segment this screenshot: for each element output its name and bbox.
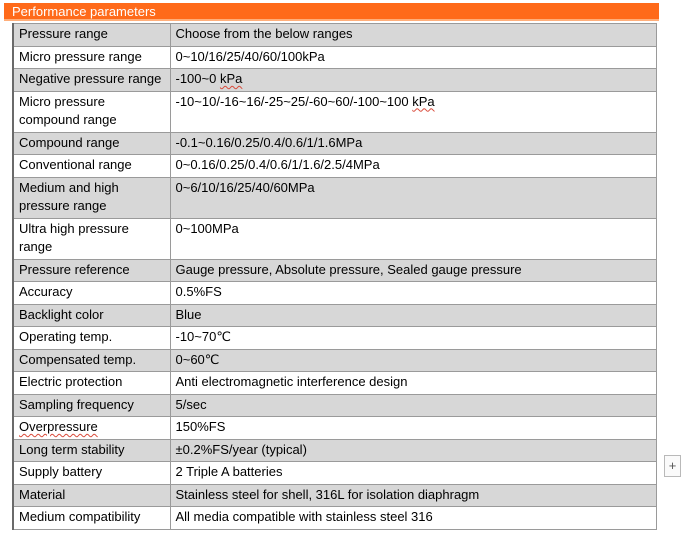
param-value: 2 Triple A batteries bbox=[170, 462, 656, 485]
spellcheck-flagged-word: kPa bbox=[219, 71, 243, 86]
add-row-button[interactable]: + bbox=[664, 455, 681, 477]
table-row bbox=[13, 484, 656, 507]
param-label: Backlight color bbox=[13, 304, 170, 327]
spellcheck-flagged-word: Overpressure bbox=[19, 419, 98, 434]
param-value: ±0.2%FS/year (typical) bbox=[170, 439, 656, 462]
table-row bbox=[13, 259, 656, 282]
param-label: Micro pressure compound range bbox=[13, 91, 170, 132]
param-value: 0~6/10/16/25/40/60MPa bbox=[170, 177, 656, 218]
table-row bbox=[13, 282, 656, 305]
param-value: Stainless steel for shell, 316L for isolation diaphragm bbox=[170, 484, 656, 507]
param-value: Gauge pressure, Absolute pressure, Sealed gauge pressure bbox=[170, 259, 656, 282]
section-title: Performance parameters bbox=[12, 4, 156, 19]
table-row bbox=[13, 24, 656, 47]
table-row bbox=[13, 218, 656, 259]
table-row bbox=[13, 69, 656, 92]
param-value bbox=[170, 91, 656, 132]
param-label: Pressure range bbox=[13, 24, 170, 47]
param-label: Accuracy bbox=[13, 282, 170, 305]
param-label: Material bbox=[13, 484, 170, 507]
param-value: Anti electromagnetic interference design bbox=[170, 372, 656, 395]
table-row bbox=[13, 507, 656, 530]
param-label: Long term stability bbox=[13, 439, 170, 462]
param-label: Medium compatibility bbox=[13, 507, 170, 530]
param-value: -10~70℃ bbox=[170, 327, 656, 350]
table-row bbox=[13, 46, 656, 69]
param-value: All media compatible with stainless steel 316 bbox=[170, 507, 656, 530]
table-row bbox=[13, 372, 656, 395]
section-header-bar bbox=[4, 3, 659, 21]
param-label: Conventional range bbox=[13, 155, 170, 178]
param-value: Blue bbox=[170, 304, 656, 327]
param-value: Choose from the below ranges bbox=[170, 24, 656, 47]
param-value: 0~10/16/25/40/60/100kPa bbox=[170, 46, 656, 69]
param-label: Compound range bbox=[13, 132, 170, 155]
table-row bbox=[13, 417, 656, 440]
param-value: -0.1~0.16/0.25/0.4/0.6/1/1.6MPa bbox=[170, 132, 656, 155]
param-value-text: -100~0 bbox=[175, 71, 220, 86]
param-value: 0~100MPa bbox=[170, 218, 656, 259]
table-row bbox=[13, 394, 656, 417]
param-label: Medium and high pressure range bbox=[13, 177, 170, 218]
param-value bbox=[170, 69, 656, 92]
table-row bbox=[13, 177, 656, 218]
param-label: Ultra high pressure range bbox=[13, 218, 170, 259]
table-row bbox=[13, 439, 656, 462]
param-label: Supply battery bbox=[13, 462, 170, 485]
param-value: 0.5%FS bbox=[170, 282, 656, 305]
table-row bbox=[13, 327, 656, 350]
param-label: Operating temp. bbox=[13, 327, 170, 350]
param-label: Sampling frequency bbox=[13, 394, 170, 417]
table-row bbox=[13, 462, 656, 485]
table-row bbox=[13, 132, 656, 155]
table-row bbox=[13, 91, 656, 132]
param-value: 0~0.16/0.25/0.4/0.6/1/1.6/2.5/4MPa bbox=[170, 155, 656, 178]
param-label bbox=[13, 417, 170, 440]
param-label: Micro pressure range bbox=[13, 46, 170, 69]
param-label: Pressure reference bbox=[13, 259, 170, 282]
param-label: Compensated temp. bbox=[13, 349, 170, 372]
param-value: 0~60℃ bbox=[170, 349, 656, 372]
param-label: Negative pressure range bbox=[13, 69, 170, 92]
table-row bbox=[13, 155, 656, 178]
param-value-text: -10~10/-16~16/-25~25/-60~60/-100~100 bbox=[175, 93, 413, 109]
table-row bbox=[13, 304, 656, 327]
param-value: 150%FS bbox=[170, 417, 656, 440]
table-row bbox=[13, 349, 656, 372]
param-value: 5/sec bbox=[170, 394, 656, 417]
param-label: Electric protection bbox=[13, 372, 170, 395]
performance-parameters-table bbox=[12, 23, 657, 530]
spellcheck-flagged-word: kPa bbox=[412, 93, 435, 109]
